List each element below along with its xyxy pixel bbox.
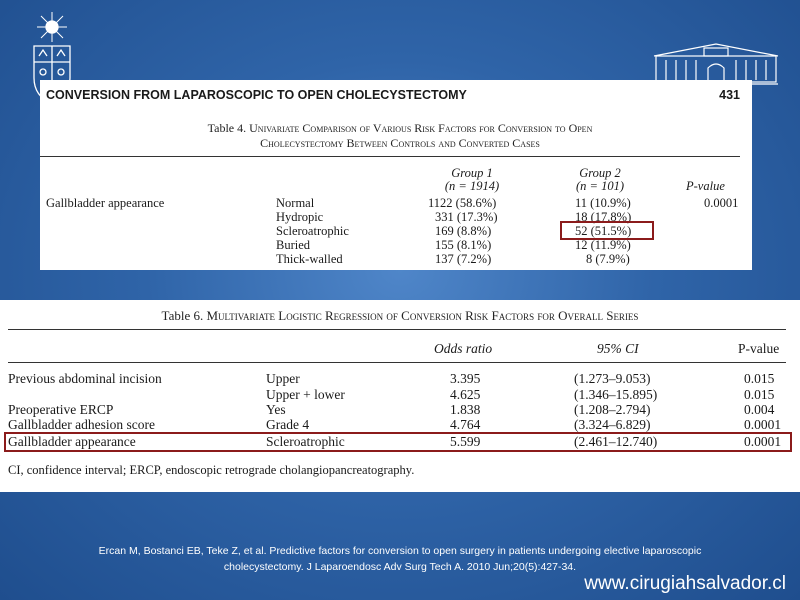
table6-row-ci: (1.273–9.053) [574,371,651,386]
table4-row-group1: 137 (7.2%) [435,252,492,266]
table6-top-rule [8,329,786,330]
table6-row-odds: 4.764 [450,417,481,432]
table4-top-rule [40,156,740,157]
table6-header-rule [8,362,786,363]
table4-row-category: Normal [276,196,315,210]
table4-caption-line2: Cholecystectomy Between Controls and Converted Cases [260,136,540,150]
table6-row-odds: 4.625 [450,387,481,402]
table4-header-group2: Group 2 [579,166,621,180]
table4-header-group2-n: (n = 101) [575,179,624,193]
table4-caption-line1: Univariate Comparison of Various Risk Factors for Conversion to Open [249,121,593,135]
table6-row-odds: 5.599 [450,434,481,449]
table4-row-group2: 18 (17.8%) [575,210,632,224]
table6-row-ci: (1.208–2.794) [574,402,651,417]
table4-header-pvalue: P-value [686,179,725,193]
table4-row-group1: 155 (8.1%) [435,238,492,252]
table6-row-factor: Gallbladder appearance [8,434,136,449]
table6-row-factor: Gallbladder adhesion score [8,417,155,432]
table6-row-ci: (1.346–15.895) [574,387,658,402]
table6-row-category: Scleroatrophic [266,434,345,449]
table4-panel [40,80,752,270]
table6-caption [20,308,780,323]
table4-caption [80,121,720,151]
table6-row-category: Upper + lower [266,387,345,402]
table6-row-ci: (2.461–12.740) [574,434,658,449]
table6-row-pvalue: 0.015 [744,371,775,386]
table6-row-pvalue: 0.004 [744,402,775,417]
journal-page-number: 431 [719,88,740,102]
table4-row-group2: 8 (7.9%) [586,252,630,266]
table6-row-pvalue: 0.015 [744,387,775,402]
table6-row-odds: 1.838 [450,402,481,417]
table6-row-factor: Preoperative ERCP [8,402,114,417]
table6-row-ci: (3.324–6.829) [574,417,651,432]
citation [40,543,760,575]
table4-caption-lead: Table 4. [207,121,247,135]
table6-caption-lead: Table 6. [161,308,204,323]
table4-row-category: Scleroatrophic [276,224,349,238]
table4-highlight-box [560,221,654,240]
website-url: www.cirugiahsalvador.cl [584,573,786,594]
table4-row-category: Thick-walled [276,252,343,266]
table6-row-odds: 3.395 [450,371,481,386]
table4-row-group2: 12 (11.9%) [575,238,631,252]
table6-row-pvalue: 0.0001 [744,417,782,432]
table4-row-category: Hydropic [276,210,324,224]
table6-header-ci: 95% CI [597,341,639,356]
table6-row-factor: Previous abdominal incision [8,371,162,386]
citation-line2: cholecystectomy. J Laparoendosc Adv Surg Tech A. 2010 Jun;20(5):427-34. [223,561,577,573]
journal-header-title: CONVERSION FROM LAPAROSCOPIC TO OPEN CHOLECYSTECTOMY [46,88,467,102]
table6-row-category: Grade 4 [266,417,310,432]
journal-running-header [46,88,746,106]
table6-row-category: Yes [266,402,286,417]
table4-row-group2: 52 (51.5%) [575,224,632,238]
table4-row-group1: 169 (8.8%) [435,224,492,238]
table4-row-group2: 11 (10.9%) [575,196,631,210]
table6-row-pvalue: 0.0001 [744,434,782,449]
table6-highlight-box [4,432,792,452]
table6-footnote: CI, confidence interval; ERCP, endoscopic retrograde cholangiopancreatography. [8,463,415,477]
table4-factor: Gallbladder appearance [46,196,165,210]
table6-caption-text: Multivariate Logistic Regression of Conversion Risk Factors for Overall Series [206,308,639,323]
table4-pvalue: 0.0001 [704,196,739,210]
table6-header-pvalue: P-value [738,341,780,356]
table4-row-group1: 331 (17.3%) [435,210,498,224]
table6-header-odds: Odds ratio [434,341,493,356]
citation-line1: Ercan M, Bostanci EB, Teke Z, et al. Predictive factors for conversion to open surgery in patients undergoing elective laparoscopic [98,545,702,557]
table4-header-group1-n: (n = 1914) [444,179,500,193]
table4-row-category: Buried [276,238,311,252]
table6-row-category: Upper [266,371,300,386]
table4-row-group1: 1122 (58.6%) [428,196,497,210]
table4-header-group1: Group 1 [451,166,493,180]
table6-panel [0,300,800,492]
